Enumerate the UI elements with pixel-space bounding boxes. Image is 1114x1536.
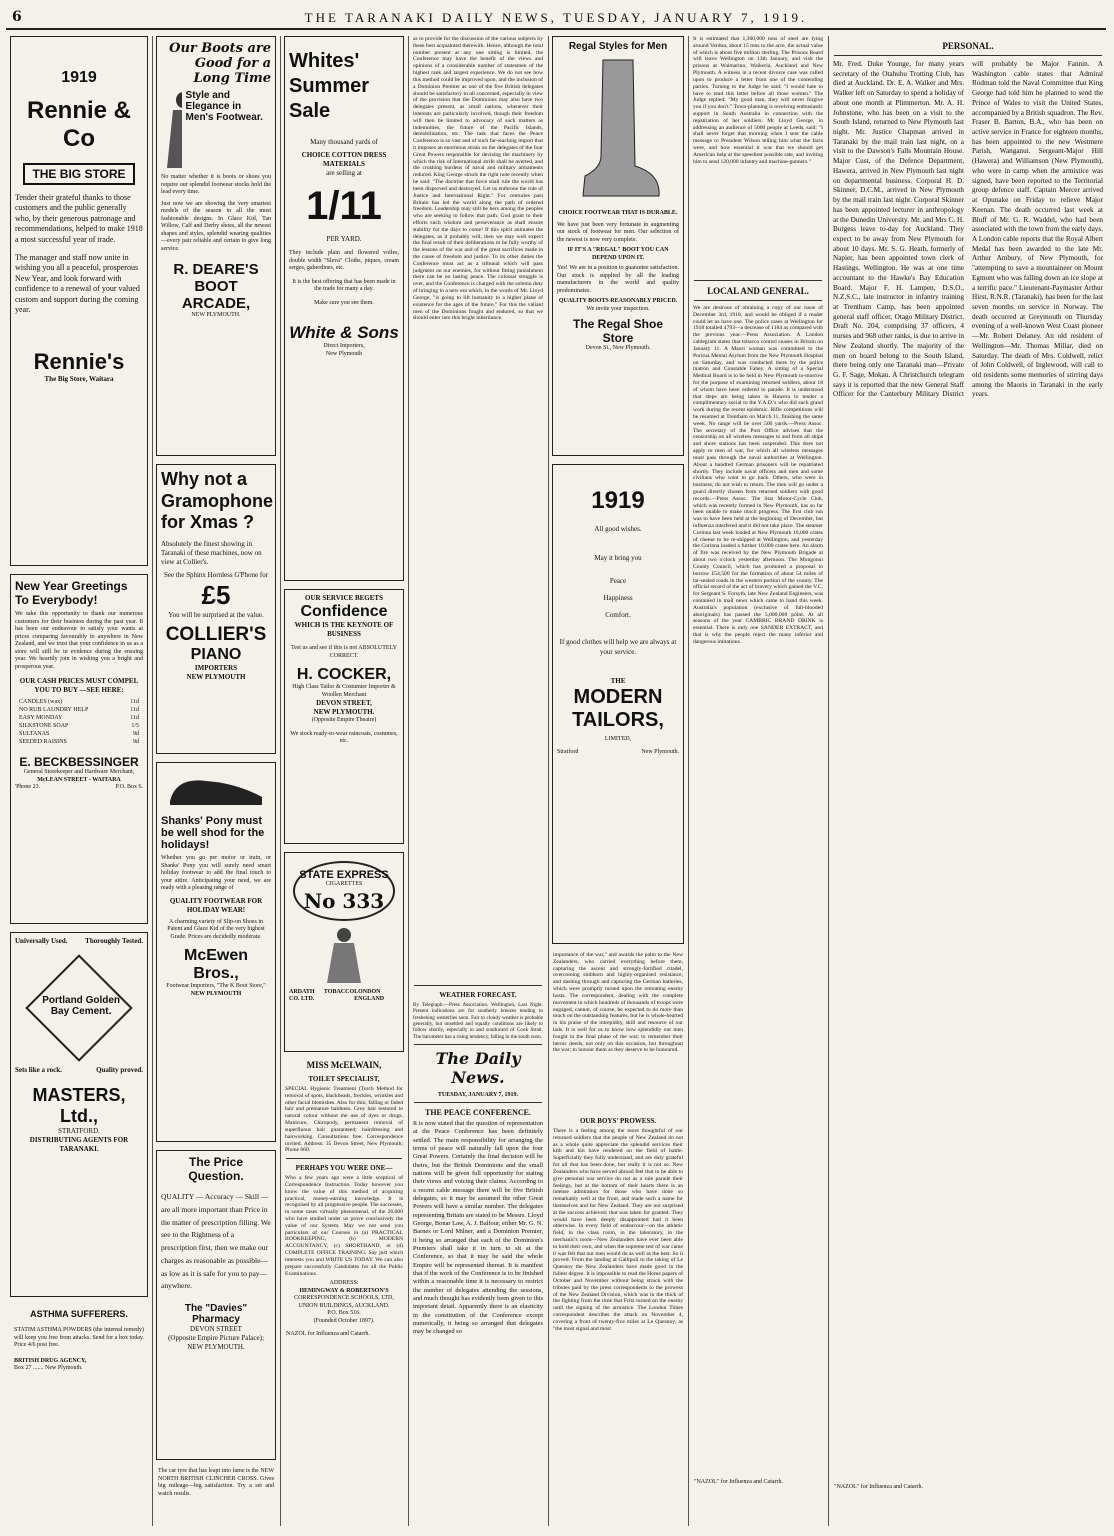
hemingway-notice [280, 1164, 408, 1325]
whites-body-3: It is the best offering that has been made in the trade for many a day. [292, 278, 396, 293]
whites-label-2: are selling at [326, 169, 362, 178]
davies-sub: (Opposite Empire Picture Palace); [168, 1334, 264, 1343]
column-5 [548, 36, 689, 1526]
page-number: 6 [12, 9, 22, 25]
modern-line-2: May it bring you [594, 554, 642, 563]
hemingway-founded: (Founded October 1897). [313, 1317, 375, 1324]
rennie-body: Tender their grateful thanks to those customers and the public generally who, by their generous patronage and recommendations, helped to make 1918 a most successful year of trade. [15, 193, 143, 244]
collier-body: Absolutely the finest showing in Taranaki of these machines, now on view at Collier's. [161, 539, 262, 566]
shanks-label: QUALITY FOOTWEAR FOR HOLIDAY WEAR! [169, 896, 263, 914]
asthma-agency: BRITISH DRUG AGENCY, [14, 1357, 87, 1364]
deare-illustration-row [161, 90, 271, 170]
cement-top-left: Universally Used. [15, 937, 68, 945]
deare-body: No matter whether it is boots or shoes you require our splendid footwear stocks hold the lead every time. [161, 174, 271, 195]
hemingway-firm: HEMINGWAY & ROBERTSON'S [299, 1287, 389, 1294]
price-row [17, 739, 141, 745]
clincher-note: The car tyre that has leapt into fame is the NEW NORTH BRITISH CLINCHER CROSS. Gives big mileage—big satisfaction. Try a set and watch results. [158, 1468, 274, 1497]
collier-price: £5 [201, 580, 231, 611]
hemingway-box: P.O. Box 516. [327, 1310, 361, 1317]
regal-body-4: QUALITY BOOTS REASONABLY PRICED. [558, 298, 678, 304]
local-general-title: LOCAL AND GENERAL. [707, 286, 809, 296]
female-figure-icon [319, 925, 369, 985]
column-4 [408, 36, 549, 1526]
price-value: 11d [130, 707, 139, 714]
deare-script: Our Boots are Good for a Long Time [169, 41, 271, 86]
modern-year: 1919 [591, 487, 645, 514]
modern-brand: MODERN [573, 685, 663, 708]
price-value: 9d [133, 739, 139, 746]
price-row [17, 723, 141, 729]
price-question-body: QUALITY — Accuracy — Skill — are all more important than Price in the matter of prescription filling. We see to the Rightness of a prescription first, then we make our charges as reasonable as possible—as low as it is safe for you to pay—anywhere. [161, 1192, 271, 1291]
price-item: SULTANAS [19, 731, 50, 738]
masthead: THE TARANAKI DAILY NEWS, TUESDAY, JANUARY 7, 1919. [304, 10, 808, 25]
mcelwain-notice [280, 1060, 408, 1154]
cement-diamond [25, 954, 132, 1061]
davies-town: NEW PLYMOUTH. [187, 1343, 245, 1352]
cement-bottom [15, 1066, 143, 1075]
merchant-contact [15, 784, 143, 792]
cement-ad [10, 932, 148, 1297]
price-value: 1/5 [131, 723, 139, 730]
nazol-note-col3: NAZOL for Influenza and Catarrh. [286, 1331, 370, 1338]
shoe-icon [166, 771, 266, 811]
deare-side: Style and Elegance in Men's Footwear. [185, 90, 263, 123]
price-item: NO RUB LAUNDRY HELP [19, 707, 89, 714]
weather-title: WEATHER FORECAST. [439, 991, 517, 999]
column-5-text-1: importance of the war," and awards the palm to the New Zealanders, who carried everything before them, capturing the ascent and strongly-fortified citadel, overcoming stubborn and highly-organised resistance, and dashing through and capturing the German batteries, which were promptly turned upon the retreating enemy hosts. The correspondent, dealing with the complete movement in which hundreds of thousands of troops were engaged, cannot, of course, be expected to do more than touch on the outstanding features, but he is whole-hearted in his praise of the intrepidity, skill and resource of our lads. It is well for us to know how splendidly our men fought in the final phase of the war; to remember their heroic deeds, not only on this occasion, but throughout the war; to honour them as they deserve to be honoured. [553, 952, 683, 1054]
hemingway-firm-2: CORRESPONDENCE SCHOOLS, LTD, [294, 1295, 394, 1302]
modern-line: All good wishes. [594, 525, 642, 533]
deare-name: R. DEARE'S [173, 261, 259, 278]
price-row [17, 715, 141, 721]
collier-ad [156, 464, 276, 754]
cocker-sub: WHICH IS THE KEYNOTE OF BUSINESS [294, 621, 394, 639]
cement-bottom-left: Sets like a rock. [15, 1066, 62, 1075]
mcewen-town: NEW PLYMOUTH [190, 990, 242, 997]
hemingway-title: PERHAPS YOU WERE ONE— [295, 1164, 393, 1173]
column-6 [688, 36, 829, 1526]
modern-footer [557, 749, 679, 757]
hemingway-body: Who a few years ago were a little sceptical of Correspondence Instruction. Today however you know the value of this method of acquiring practical, money-earning knowledge. It is recognised by all progressive people. The successes, in some cases virtually phenomenal, of the 26,000 who have studied under us prove conclusively the value of our System. May we not send you particulars of our Courses in (a) PRACTICAL BOOKKEEPING, (b) MODERN ACCOUNTANCY, (c) SHORTHAND, or (d) COMPLETE OFFICE TRAINING. Say just which interests you and WRITE US TODAY. We can also prepare successfully Candidates for all the Public Examinations. [285, 1175, 403, 1277]
personal-body: Mr. Fred. Duke Younge, for many years secretary of the Otahuhu Trotting Club, has died at Auckland. Dr. E. A. Walker and Mrs. Walker left on Saturday to spend a holiday of about one month at Plimmerton. Mr. A. H. Johnstone, who has been on a visit to the South Island, returned to New Plymouth last night. Mr. Justice Chapman arrived in Taranaki by the mail train last night, on a visit to the Dawson's Falls Mountain House. Major Cust, of the Defence Department, Hawera, arrived in New Plymouth last night on departmental business. Corporal H. D. Skinner, D.C.M., arrived in New Plymouth by the mail train last night. Corporal Skinner has been appointed lecturer in anthropology at the Dunedin University. Mr. and Mrs C. H. Burgess leave to-day for Auckland. They expect to be away from New Plymouth for about 10 days. Mr. S. G. Heath, formerly of Napier, has been appointed town clerk of Hastings, Wellington. He was at one time accountant to the Hawke's Bay Education Board. Major F. H. Lampen, D.S.O., N.Z.S.C., late instructor in infantry training at Trentham Camp, has been appointed general staff officer, Otago Military District. Draft No. 204, comprising 37 officers, 4 nurses and 968 other ranks, is due to arrive in New Zealand shortly. The majority of the men on board belong to the South Island, there being only one Taranaki man—Private G. F. Sage, Mokau. A Christchurch telegram says it is reported that the new General Staff Officer for the Canterbury Military District will probably be Major Fannin. A Washington cable states that Admiral Rodman told the Naval Committee that King George had told him he planned to send the Prince of Wales to visit the United States, accompanied by a British squadron. The Rev. Fraser B. Barton, B.A., who has been on active service in France for eighteen months, has been appointed to the new Westmere Parish, Wanganui. Sergeant-Major Hill (Hawera) and Williamson (New Plymouth), who were in camp when the armistice was signed, have been reported to the Territorial group defence staff. Captain Mercer arrived at Opunake on Friday to relieve Major Keenan. The death occurred last week at Bluff of Mr. G. R. Waddel, who had been associated with the town from the early days. A London cable reports that the Royal Albert Medal has been awarded to the late Mr. Arthur Ambury, of New Plymouth, for "attempting to save a mountaineer on Mount Egmont who was falling down an ice slope at a terrific pace." Lieutenant-Paymaster Arthur Hirst, R.N.R. (Taranaki), has been for the last seven months on service in Norway. The death occurred at Greymouth on Thursday evening of a well-known West Coast pioneer—Mr. Robert Delaney. An old resident of Wellington—Mr. Thomas Millar, died on Saturday. The death of Mrs. Coldwell, relict of John Coldwell, of Inglewood, will call to old residents some memories of stirring days among the Maoris in Taranaki in the early years. [833, 60, 1103, 399]
rennie-name: Rennie & Co [26, 97, 131, 152]
modern-body: If good clothes will help we are always at your service. [559, 638, 677, 656]
modern-the: THE [610, 676, 626, 685]
mcewen-name: McEwen Bros., [183, 947, 248, 983]
price-item: SILKSTONE SOAP [19, 723, 69, 730]
price-item: CANDLES (wax) [19, 699, 63, 706]
column-3 [280, 36, 409, 1526]
modern-word-3: Comfort. [605, 611, 631, 620]
regal-body-3: Yes! We are in a position to guarantee satisfaction. Our stock is supplied by all the leading manufacturers in the world and quality predominates. [557, 265, 679, 294]
shanks-title: Shanks' Pony must be well shod for the holidays! [161, 815, 265, 851]
cement-top-right: Thoroughly Tested. [85, 937, 143, 945]
price-value: 9d [133, 731, 139, 738]
mcelwain-body: SPECIAL Hygienic Treatment (Torch Method for removal of spots, blackheads, freckles, wrinkles and other facial blemishes. Also for thin, falling or faded hair and premature baldness. Grey hair restored to natural colour without the use of dyes or drugs. Manicure, Chiropody, permanent removal of superfluous hair guaranteed; hairdressing and hairworking. Consultations free. Correspondence invited. Address: 35 Devon Street, New Plymouth; Phone 660. [285, 1086, 403, 1154]
modern-right: New Plymouth. [641, 749, 679, 756]
davies-street: DEVON STREET [190, 1325, 242, 1333]
cocker-body: Test us and see if this is not ABSOLUTELY CORRECT. [291, 645, 397, 659]
cement-brand: Portland Golden Bay Cement. [42, 994, 121, 1017]
price-row [17, 731, 141, 737]
deare-body-2: Just now we are showing the very smartest models of the season in all the most fashionable designs. In Glace Kid, Tan Willow, Calf and Derby shoes, all the newest shapes and styles, splendid wearing qualities—every pair reliable and certain to give long service. [161, 200, 271, 252]
masters-name: MASTERS, Ltd., [32, 1085, 126, 1127]
cocker-lead: OUR SERVICE BEGETS [305, 594, 383, 602]
cocker-body-2: We stock ready-to-wear raincoats, costumes, etc. [290, 730, 398, 745]
editorial-continued: as to provide for the discussion of the various subjects by these best acquainted therewith. Hence, although the total number present at any one sitting is limited, the Conference may have the benefit of the views and opinions of a considerable number of statesmen of the highest rank and largest experience. We do not see how this method could be improved upon, and the inclusion of a Dominion Premier as one of the five British delegates should be satisfactory to all concerned, especially in view of the provision that the Dominions may also have two delegates present, as small nations, whenever their interests are particularly involved, though their freedom will then be limited to advocacy of such matters as indemnities, the future of the Pacific Islands, demobilisation, etc. The task that faces the Peace Conference is so vast and of such far-reaching import that it imposes an enormous strain on the delegates of the four Great Powers responsible for devising the machinery by which the risk of International strife shall be averted, and the crushing burdens of naval and military armaments reduced. King George struck the right note recently when he said: "The doctrine that force shall rule the world has been disproved and destroyed. Let us enthrone the rule of Justice and International Right." For centuries past Britain has led the world along the path of ordered freedom. Leadership may still be hers among the peoples who are seeking to follow that path. God grant to their efforts such wisdom and perseverance as shall ensure stability for the days to come! If this spirit animates the delegates, as it probably will, then we may well expect the final result of their deliberations to be fully worthy of the lessons of the war and of the great sacrifices made in the cause of freedom and justice. To its other duties the Conference must act as a tribunal which will pass judgment on our enemies, for without fitting punishment there can be no lasting peace. The colossal struggle is over, and the Conference is charged with the solemn duty of bringing in a new era which, in the words of Mr. Lloyd George, "is going to lift humanity to a higher plane of existence for the ages of the future." For this the valiant men of the Dominions fought and endured, so that we should enter into this bright inheritance. [413, 36, 543, 322]
weather-body: By Telegraph.—Press Association. Wellington, Last Night. Present indications are for southerly breezes tending to freshening westerlies soon. Fair to cloudy weather is probable generally, but unsettled and squally conditions are likely to follow shortly, especially in and southward of Cook Strait. The barometer has a rising tendency, falling in the south soon. [413, 1002, 543, 1040]
boot-icon [573, 56, 663, 206]
modern-word-2: Happiness [603, 594, 633, 603]
page-header [6, 6, 1106, 30]
modern-ltd: LIMITED, [604, 735, 632, 742]
whites-ad [284, 36, 404, 581]
collier-headline: Why not a Gramophone for Xmas ? [161, 469, 274, 533]
mcelwain-sub: TOILET SPECIALIST, [308, 1075, 380, 1083]
asthma-body: STATIM ASTHMA POWDERS (the internal remedy) will keep you free from attacks. Send for a box today. Price 4/6 post free. [14, 1327, 144, 1348]
mcelwain-name: MISS McELWAIN, [306, 1060, 382, 1070]
deare-town: NEW PLYMOUTH. [191, 312, 241, 318]
state-express-footer [289, 989, 399, 1004]
collier-sub: PIANO [190, 646, 242, 664]
whites-town: New Plymouth [325, 350, 363, 357]
price-item: SEEDED RAISINS [19, 739, 67, 746]
whites-sub: Direct Importers, [323, 343, 365, 350]
asthma-box: Box 27 ....... New Plymouth. [14, 1365, 83, 1371]
dateline: TUESDAY, JANUARY 7, 1919. [437, 1092, 519, 1099]
mcewen-ad [156, 762, 276, 1142]
price-item: EASY MONDAY [19, 715, 63, 722]
deare-line2: BOOT [194, 278, 238, 295]
merchant-address: McLEAN STREET - WAITARA [37, 776, 121, 783]
merchant-phone: 'Phone 23. [15, 784, 41, 791]
masters-town: STRATFORD. [58, 1127, 100, 1136]
whites-brand: White & Sons [289, 323, 399, 343]
personal-title: PERSONAL. [942, 41, 994, 51]
whites-price: 1/11 [306, 184, 382, 229]
cocker-opp: (Opposite Empire Theatre) [311, 717, 377, 724]
mcewen-sub: Footwear Importers, "The K Boot Store," [166, 983, 266, 990]
modern-left: Stratford [557, 749, 579, 756]
rennie-ad [10, 36, 148, 566]
price-row [17, 707, 141, 713]
greetings-body: We take this opportunity to thank our numerous customers for their business during the past year. It has been our endeavour to satisfy your wants at prices comparing favourably to anywhere in New Zealand, and we trust that your confidence in us as a store will still be in evidence during the ensuing year. We heartily join in wishing you a bright and prosperous year. [15, 611, 143, 670]
asthma-ad [10, 1305, 148, 1485]
greetings-title: New Year Greetings To Everybody! [15, 579, 128, 607]
price-list [15, 697, 143, 747]
davies-ad [156, 1150, 276, 1460]
state-express-sub: CIGARETTES [325, 881, 363, 887]
state-express-seal [293, 861, 395, 921]
state-express-ad [284, 852, 404, 1052]
cocker-line: High Class Tailor & Costumier Importer & Woollen Merchant [292, 684, 396, 698]
price-row [17, 699, 141, 705]
regal-body: We have just been very fortunate in augmenting our stock of footwear for men. Our selection of the newest is now very complete. [557, 221, 679, 243]
cocker-town: NEW PLYMOUTH. [313, 708, 375, 717]
whites-per: PER YARD. [326, 235, 362, 244]
price-question-title: The Price Question. [188, 1155, 244, 1183]
regal-caption: CHOICE FOOTWEAR THAT IS DURABLE. [558, 210, 678, 216]
column-7 [828, 36, 1108, 1526]
collier-town: NEW PLYMOUTH [186, 673, 246, 682]
price-value: 11d [130, 699, 139, 706]
modern-word-1: Peace [609, 577, 627, 586]
local-general-body: We are desirous of obtaining a copy of our issue of December 3rd, 1918, and would be obliged if a reader could let us have one. The police cases at Wellington for 1918 totalled 4793—a decrease of 1184 as compared with the previous year.—Press Association. A London cablegram states that tobacco control ceases in Britain on January 11. A Maori woman was committed to the Porirua Mental Asylum from the New Plymouth Hospital on Saturday, and was conducted there by the police matron and Constable Fahey. A sitting of a Special Medical Board is to be held in New Plymouth to-morrow for the purpose of examining returned soldiers, about 18 of whom have been ordered to parade. It is understood that steps are being taken in Hawera to tender a complimentary social to the Y.A.D.'s who did such grand work during the recent epidemic. Rifle competitions will be resumed at Trentham on March 11, finishing the same week. No range will be over 500 yards.—Press Assoc. The secretary of the Post Office advises that the censorship on all wireless messages to and from all ships and shore stations has been suspended. This does not apply to men of war, for which all wireless messages must pass through the naval authorities at Wellington. About a hundred German prisoners will be repatriated shortly. They include naval officers and men and some civilians who want to go back. Others, who were in business, do not wish to return. The men will go under a guard directly chosen from returned soldiers with good records.—Press Assoc. The Star Motor-Cycle Club, which was recently formed in New Plymouth, has so far been unable to make much progress. The first club run was to have been held at the beginning of December, but influenza interfered and it did not take place. The steamer Corinna last week loaded at New Plymouth 10,000 crates of cheese to be re-shipped at Wellington, and yesterday the Corinna loaded a further 10,000 crates here. An alarm of fire was received by the New Plymouth Brigade at about two o'clock yesterday afternoon. The Mongonui County Council, which has promoted a proposal to borrow £54,500 for the formation of about 54 miles of tar-sealed roads in the western portion of the county. The official record of the act of bravery which gained the V.C. for Sergeant S. Forsyth, late New Zealand Engineers, was contained in mail news which came to hand this week. Australia's population (exclusive of full-blooded aboriginals) has passed the 5,000,000 point. At all seasons of the year CAMBRIC BRAND DRINK is essential. There is only one SANDER EXTRACT, and that is why the people reject the many inferior and dangerous imitations. [693, 305, 823, 645]
merchant-box: P.O. Box 6. [115, 784, 143, 791]
whites-label: CHOICE COTTON DRESS MATERIALS [301, 151, 387, 169]
nazol-note-col6: "NAZOL" for Influenza and Catarrh. [694, 1479, 784, 1485]
column-6-text-1: It is estimated that 1,300,000 tons of steel are lying around Verdun, about 15 tons to the acre, the actual value of which is about five million sterling. The Prisons Board will leave Wellington on 13th January, and visit the prisons at Waimarino, Waikeria, Auckland and New Plymouth. A witness in a recent divorce case was called upon to produce a letter from one of the contending parties. Turning to the Judge he said: "I would hate to have to read this letter before all those women." The Judge replied: "My good man, they will never forgive you if you don't." Town-planning is receiving enthusiastic support in South Australia in connection with the repatriation of her soldiers. Mr Lloyd George, in addressing an audience of 5000 people at Leeds, said: "I shall never forget that morning when I sent the cable message to President Wilson telling him what the facts were, and how essential it was that we should get American help at the speediest possible rate, and inviting him to send 120,000 infantry and machine-gunners." [693, 36, 823, 165]
deare-ad [156, 36, 276, 456]
big-store-badge: THE BIG STORE [23, 163, 135, 185]
editorial-title: THE PEACE CONFERENCE. [424, 1108, 531, 1118]
regal-body-5: We invite your inspection. [586, 305, 650, 312]
state-express-brand: STATE EXPRESS [299, 869, 389, 881]
prowess-title: OUR BOYS' PROWESS. [579, 1117, 657, 1125]
beckbessinger-ad [10, 574, 148, 924]
state-express-maker: ARDATH TOBACCO CO. LTD. [289, 988, 355, 1002]
state-express-city: LONDON ENGLAND [354, 988, 385, 1002]
merchant-sub: General Storekeeper and Hardware Merchant, [23, 769, 135, 776]
modern-tailors-ad [552, 464, 684, 944]
regal-title: Regal Styles for Men [568, 41, 668, 52]
hemingway-building: UNION BUILDINGS, AUCKLAND. [298, 1302, 390, 1309]
rennie-footer-sub: The Big Store, Waitara [44, 375, 114, 384]
masters-agents: DISTRIBUTING AGENTS FOR TARANAKI. [29, 1136, 129, 1154]
lady-figure-icon [161, 90, 182, 170]
column-1 [6, 36, 153, 1526]
regal-ad [552, 36, 684, 456]
column-2 [152, 36, 281, 1526]
hemingway-address-label: ADDRESS: [329, 1280, 359, 1287]
cement-bottom-right: Quality proved. [96, 1066, 143, 1075]
collier-body-3: You will be surprised at the value. [168, 611, 264, 620]
shanks-body-2: A charming variety of Slip-on Shoes in Patent and Glace Kid of the very highest Grade. Prices are decidedly moderate. [167, 918, 265, 940]
regal-address: Devon St., New Plymouth. [585, 345, 651, 351]
collier-brand: COLLIER'S [165, 624, 267, 646]
davies-name: The "Davies" Pharmacy [184, 1303, 248, 1325]
cocker-street: DEVON STREET, [316, 699, 372, 708]
deare-line3: ARCADE, [181, 295, 251, 312]
collier-sub-2: IMPORTERS [194, 664, 238, 673]
nazol-note-col7: "NAZOL" for Influenza and Catarrh. [834, 1484, 924, 1490]
asthma-title: ASTHMA SUFFERERS. [30, 1309, 128, 1319]
prowess-body: There is a feeling among the more thoughtful of our returned soldiers that the people of New Zealand do not as a whole quite appreciate the splendid services their kith and kin have rendered on the field of battle. Superficially they fully understand, and are duly grateful for all that has been done, but really it is not so. New Zealanders who have served abroad feel that to be able to give personal war service do not as a rule parade their feelings, but at the bottom of their hearts there is an intense admiration for those who have done so remarkably well at the front, and made such a name for themselves and for New Zealand. They are not surprised at the success achieved; that was taken for granted. They would have been deeply disappointed had it been otherwise. In every field of endeavour—on the athletic field, in the class room, in the laboratory, in the mechanic's room—New Zealanders have ever been able to hold their own, and when the supreme test of war came it was felt that our men would do as well as the best. So it proved. From the landing at Gallipoli to the taking of Le Quesnoy the New Zealanders have made good in the fullest degree. It is impossible to read the Home papers of October and November without being struck with the tributes paid by the press correspondents to the prowess of the New Zealand Division, which was in the thick of the fighting from the time that Fritz turned on the enemy until the signing of the armistice. The London Times correspondent describes the attack on November 4, covering a front of twenty-five miles at Le Quesnoy, as "the most signal and most [553, 1128, 683, 1332]
rennies-footer: Rennie's [33, 349, 125, 375]
whites-body-2: They include plain and flowered voiles, double width "Sleva" Cloths, piques, cream serges, gaberdines, etc. [289, 250, 399, 272]
editorial-body: It is now stated that the question of representation at the Peace Conference has been definitely settled. The main responsibility for arranging the terms of peace will naturally fall upon the four Great Powers. Certainly the final decision will be theirs, but the British Dominions and the small nations will be given full opportunity for stating their views and voicing their claims. According to a recent cable message there will be five British delegates, so it may be assumed the other Great Powers will have a similar number. The delegates representing Britain are stated to be Messrs. Lloyd George, Bonar Law, A. J. Balfour, either Mr. G. N. Barnes or Lord Milner, and a Dominion Premier, it being so arranged that each of the Dominion's Premiers shall take it in turn to sit at the Conference, so that it may be said the whole Empire will be represented thereat. It is manifest that if the work of the Conference is to be finished within a reasonable time it is necessary to restrict the number of delegates attending the sessions, and much thought has evidently been given to this important detail. Apparently there is an elasticity in the constitution of the Conference except numerically, it being so arranged that delegates may be changed so [413, 1120, 543, 1336]
price-value: 11d [130, 715, 139, 722]
merchant-name: E. BECKBESSINGER [19, 755, 139, 770]
whites-body: Many thousand yards of [310, 138, 378, 146]
cocker-name: H. COCKER, [296, 666, 392, 684]
daily-news-masthead: The Daily News. [435, 1049, 521, 1088]
rennie-body-2: The manager and staff now unite in wishing you all a peaceful, prosperous New Year, and look forward with confidence to a renewal of your valued custom and support during the coming year. [15, 252, 140, 314]
shanks-body: Whether you go per motor or train, or Shanks' Pony you will surely need smart holiday footwear to add the final touch to your attire. Anticipating your need, we are ready with a pleasing range of [161, 855, 271, 891]
state-express-number: No 333 [303, 888, 385, 913]
prices-title: OUR CASH PRICES MUST COMPEL YOU TO BUY —SEE HERE: [19, 677, 139, 695]
cocker-ad [284, 589, 404, 844]
whites-body-4: Make sure you see them. [314, 299, 374, 306]
cocker-head: Confidence [300, 603, 388, 621]
collier-body-2: See the Sphinx Hornless G'Phone for [163, 571, 269, 580]
regal-body-2: IF IT'S A "REGAL" BOOT YOU CAN DEPEND UPON IT. [567, 247, 669, 261]
whites-title: Whites' Summer Sale [289, 50, 370, 122]
rennie-year: 1919 [61, 69, 97, 86]
cement-top [15, 937, 143, 946]
regal-name: The Regal Shoe Store [572, 317, 664, 345]
modern-brand-2: TAILORS, [572, 708, 664, 731]
